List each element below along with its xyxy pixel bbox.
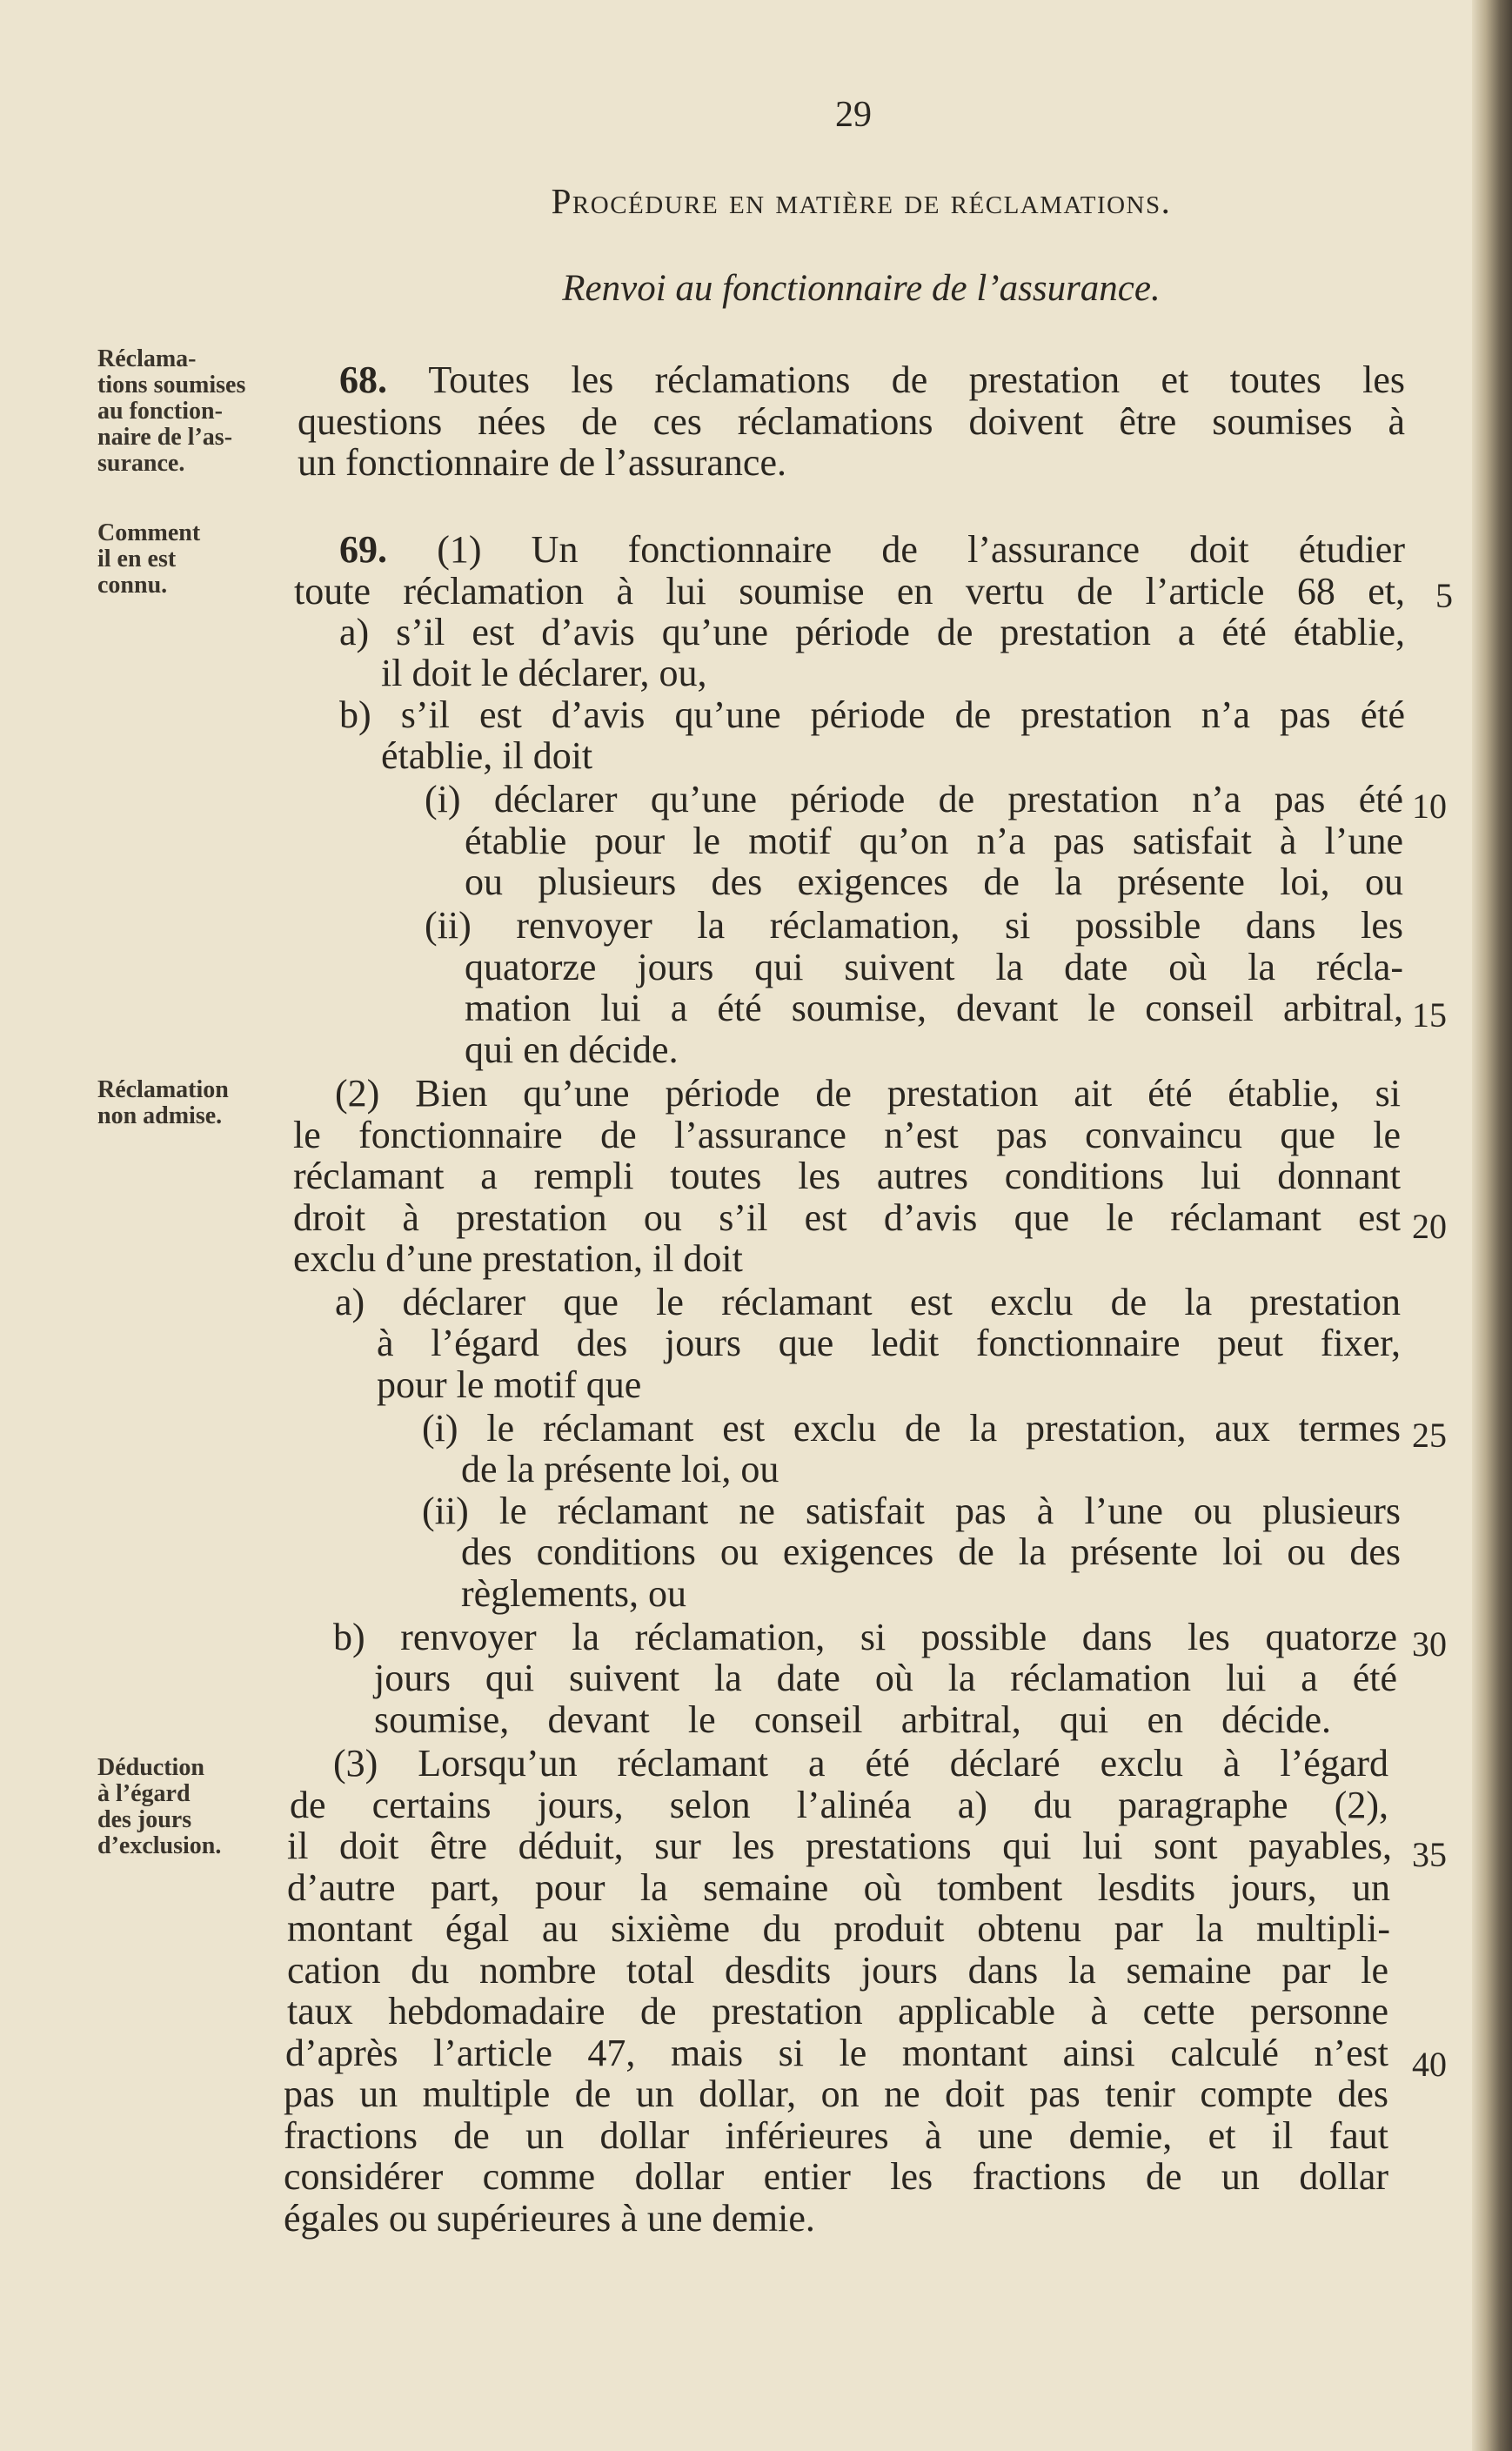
section-number: 69. <box>339 528 438 571</box>
line-text: il doit le déclarer, ou, <box>381 652 707 694</box>
line-number: 25 <box>1412 1416 1447 1455</box>
line-text: d’autre part, pour la semaine où tombent lesdits jours, un <box>287 1866 1390 1909</box>
text-line <box>465 989 1403 1028</box>
text-line <box>284 2114 1388 2157</box>
margin-note: Comment il en est connu. <box>97 519 201 599</box>
line-text: qui en décide. <box>465 1028 679 1071</box>
text-line <box>425 904 1403 947</box>
text-line <box>381 734 593 777</box>
text-line <box>293 1116 1401 1155</box>
text-line <box>287 1992 1388 2031</box>
line-number: 15 <box>1412 995 1447 1035</box>
line-text: exclu d’une prestation, il doit <box>293 1237 743 1280</box>
line-text: jours qui suivent la date où la réclamation lui a été <box>374 1657 1397 1699</box>
line-text: taux hebdomadaire de prestation applicable à cette personne <box>287 1990 1388 2032</box>
line-number: 10 <box>1412 787 1447 826</box>
page-number: 29 <box>835 95 872 135</box>
text-line <box>298 441 786 484</box>
text-line <box>287 1907 1390 1950</box>
line-text: a) déclarer que le réclamant est exclu de la prestation <box>335 1281 1401 1323</box>
line-text: (ii) renvoyer la réclamation, si possible dans les <box>425 904 1403 947</box>
margin-note: Déduction à l’égard des jours d’exclusion. <box>97 1754 222 1859</box>
line-text: cation du nombre total desdits jours dans la semaine par le <box>287 1949 1388 1992</box>
text-line <box>461 1450 779 1489</box>
text-line <box>290 1786 1388 1825</box>
line-text: toute réclamation à lui soumise en vertu de l’article 68 et, <box>294 570 1405 613</box>
line-text: d’après l’article 47, mais si le montant ainsi calculé n’est <box>285 2032 1388 2074</box>
book-spine-shadow <box>1472 0 1512 2451</box>
text-line <box>374 1698 1331 1741</box>
line-text: pas un multiple de un dollar, on ne doit pas tenir compte des <box>284 2073 1388 2115</box>
line-text: (i) déclarer qu’une période de prestation n’a pas été <box>425 778 1403 820</box>
text-line <box>298 400 1405 443</box>
line-number: 40 <box>1412 2045 1447 2084</box>
margin-note: Réclamation non admise. <box>97 1076 229 1129</box>
line-text: fractions de un dollar inférieures à une demie, et il faut <box>284 2114 1388 2157</box>
text-line <box>284 2075 1388 2113</box>
line-text: droit à prestation ou s’il est d’avis que le réclamant est <box>293 1196 1401 1239</box>
text-line <box>465 948 1403 987</box>
line-text: montant égal au sixième du produit obtenu par la multipli- <box>287 1907 1390 1950</box>
text-line <box>339 613 1405 652</box>
line-number: 20 <box>1412 1207 1447 1246</box>
line-text: il doit être déduit, sur les prestations qui lui sont payables, <box>287 1825 1392 1867</box>
section-heading: Procédure en matière de réclamations. <box>551 181 1172 221</box>
text-line <box>374 1659 1397 1698</box>
line-text: (i) le réclamant est exclu de la prestation, aux termes <box>422 1407 1401 1450</box>
text-line <box>461 1530 1401 1573</box>
text-line <box>381 654 707 693</box>
line-text: un fonctionnaire de l’assurance. <box>298 441 786 484</box>
text-line <box>287 1827 1392 1865</box>
text-line <box>339 358 1405 401</box>
text-line <box>294 570 1405 613</box>
line-text: Toutes les réclamations de prestation et toutes les <box>428 358 1405 401</box>
line-text: (1) Un fonctionnaire de l’assurance doit étudier <box>437 528 1405 571</box>
text-line <box>377 1324 1401 1363</box>
text-line <box>422 1407 1401 1450</box>
line-text: égales ou supérieures à une demie. <box>284 2197 815 2240</box>
line-text: des conditions ou exigences de la présente loi ou des <box>461 1530 1401 1573</box>
line-text: réclamant a rempli toutes les autres conditions lui donnant <box>293 1155 1401 1197</box>
text-line <box>333 1618 1397 1657</box>
section-number: 68. <box>339 358 429 401</box>
line-text: le fonctionnaire de l’assurance n’est pas convaincu que le <box>293 1114 1401 1156</box>
line-text: ou plusieurs des exigences de la présente loi, ou <box>465 861 1403 903</box>
section-subheading: Renvoi au fonctionnaire de l’assurance. <box>562 268 1161 309</box>
text-line <box>284 2197 815 2240</box>
text-line <box>287 1949 1388 1992</box>
line-number: 35 <box>1412 1835 1447 1874</box>
text-line <box>285 2034 1388 2073</box>
line-text: établie pour le motif qu’on n’a pas satisfait à l’une <box>465 820 1403 862</box>
line-number: 5 <box>1435 576 1453 615</box>
line-text: établie, il doit <box>381 734 593 777</box>
text-line <box>293 1237 743 1280</box>
text-line <box>425 780 1403 819</box>
line-text: b) renvoyer la réclamation, si possible dans les quatorze <box>333 1616 1397 1658</box>
line-text: règlements, ou <box>461 1572 687 1615</box>
line-number: 30 <box>1412 1624 1447 1664</box>
text-line <box>461 1572 687 1615</box>
text-line <box>293 1157 1401 1195</box>
line-text: (3) Lorsqu’un réclamant a été déclaré exclu à l’égard <box>333 1742 1388 1785</box>
line-text: considérer comme dollar entier les fractions de un dollar <box>284 2155 1388 2198</box>
text-line <box>339 693 1405 736</box>
text-line <box>465 822 1403 861</box>
text-line <box>287 1866 1390 1909</box>
line-text: mation lui a été soumise, devant le conseil arbitral, <box>465 987 1403 1029</box>
line-text: à l’égard des jours que ledit fonctionnaire peut fixer, <box>377 1322 1401 1364</box>
margin-note: Réclama- tions soumises au fonction- naire de l’as- surance. <box>97 345 246 477</box>
line-text: (2) Bien qu’une période de prestation ait été établie, si <box>335 1072 1401 1115</box>
text-line <box>465 1028 679 1071</box>
line-text: quatorze jours qui suivent la date où la récla- <box>465 946 1403 988</box>
line-text: a) s’il est d’avis qu’une période de prestation a été établie, <box>339 611 1405 653</box>
text-line <box>335 1283 1401 1322</box>
line-text: questions nées de ces réclamations doivent être soumises à <box>298 400 1405 443</box>
text-line <box>335 1072 1401 1115</box>
line-text: pour le motif que <box>377 1363 642 1406</box>
text-line <box>377 1363 642 1406</box>
text-line <box>422 1492 1401 1530</box>
text-line <box>293 1196 1401 1239</box>
text-line <box>465 863 1403 901</box>
text-line <box>339 528 1405 571</box>
text-line <box>333 1744 1388 1783</box>
line-text: soumise, devant le conseil arbitral, qui en décide. <box>374 1698 1331 1741</box>
line-text: (ii) le réclamant ne satisfait pas à l’une ou plusieurs <box>422 1490 1401 1532</box>
text-line <box>284 2155 1388 2198</box>
line-text: b) s’il est d’avis qu’une période de prestation n’a pas été <box>339 693 1405 736</box>
line-text: de la présente loi, ou <box>461 1448 779 1490</box>
line-text: de certains jours, selon l’alinéa a) du paragraphe (2), <box>290 1784 1388 1826</box>
